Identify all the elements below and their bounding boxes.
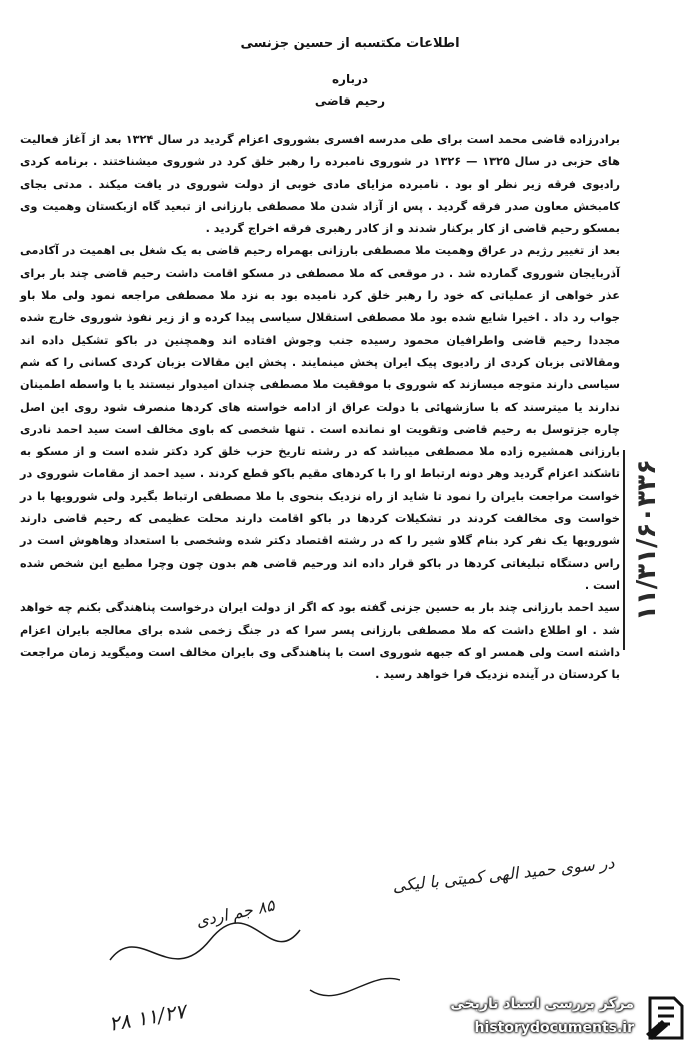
document-title: اطلاعات مکتسبه از حسین جزنسی — [240, 36, 460, 51]
margin-rule — [623, 450, 625, 650]
archive-watermark — [398, 990, 688, 1046]
archive-book-icon — [644, 994, 688, 1042]
subject-label: درباره — [331, 72, 369, 86]
handwritten-note: در سوی حمید الهی کمیتی با لیکی — [391, 853, 616, 896]
handwritten-date: ۲۸ ۱۱/۲۷ — [106, 998, 188, 1036]
body-paragraph: برادرزاده قاضی محمد است برای طی مدرسه افسری بشوروی اعزام گردید در سال ۱۳۲۴ بعد از آغاز فعالیت های حزبی در سال ۱۳۲۵ — ۱۳۲۶ در شوروی نامبرده را رهبر خلق کرد در شوروی میشناختند . برنامه کردی رادیوی فرقه زیر نظر او بود . نامبرده مزایای مادی خوبی از دولت شوروی در یافت میکند . مدتی بجای کامبخش معاون صدر فرقه گردید . پس از آزاد شدن ملا مصطفی بارزانی از تبعید گاه ازبکستان وهمیت وی بمسکو رحیم قاضی از کار برکنار شدند و از کادر رهبری فرقه اخراج گردید . — [20, 133, 620, 236]
watermark-title: مرکز بررسی اسناد تاریخی — [450, 996, 634, 1012]
handwritten-signature: ۸۵ جم اردی — [194, 895, 277, 931]
body-paragraph: بعد از تغییر رژیم در عراق وهمیت ملا مصطفی بارزانی بهمراه رحیم قاضی به یک شغل بی اهمیت در آکادمی آذربایجان شوروی گمارده شد . در موقعی که ملا مصطفی در مسکو اقامت داشت رحیم قاضی چند بار برای عذر خواهی از عملیاتی که خود را رهبر خلق کرد نامیده بود به نزد ملا مصطفی مراجعه نمود ولی ملا باو جواب رد داد . اخیرا شایع شده بود ملا مصطفی استقلال سیاسی پیدا کرده و از زیر نفوذ شوروی خارج شده مجددا رحیم قاضی واطرافیان محمود رسیده جنب وجوش افتاده اند وهمچنین در باکو تشکیل داده اند ومقالاتی بزبان کردی از رادیوی پیک ایران پخش مینمایند . پخش این مقالات بزبان کردی کسانی را که شم سیاسی دارند متوجه میسازند که شوروی با موفقیت ملا مصطفی چندان امیدوار نیستند یا با واسطه اطمینان ندارند یا میترسند که با سازشهائی با دولت عراق از ادامه خواسته های کردها منصرف شود روی این اصل چاره جزتوسل به رحیم قاضی وتقویت او نمانده است . تنها شخصی که باوی مخالف است سید احمد نادری بارزانی همشیره زاده ملا مصطفی میباشد که در رشته تاریخ حزب خلق کرد دکتر شده است و از مسکو به تاشکند اعزام گردید وهر دونه ارتباط او را با کردهای مقیم باکو قطع کردند . سید احمد از مقامات شوروی در خواست مراجعت بایران را نمود تا شاید از راه نزدیک بنحوی با ملا مصطفی ارتباط بگیرد ولی شورویها با در خواست وی مخالفت کردند در تشکیلات کردها در باکو اقامت دارند محلت عظیمی که رحیم قاضی دارند شورویها یک نفر کرد بنام گلاو شیر را که در رشته اقتصاد دکتر شده وشخصی با استعداد وهاهوش است در راس دستگاه تبلیغاتی کردها در باکو قرار داده اند ورحیم قاضی هم بدون چون وچرا مطیع این شخص شده است . — [20, 244, 620, 592]
body-paragraph: سید احمد بارزانی چند بار به حسین جزنی گفته بود که اگر از دولت ایران درخواست پناهندگی بکنم چه خواهد شد . او اطلاع داشت که ملا مصطفی بارزانی پسر سرا که در جنگ زخمی شده برای معالجه بایران اعزام داشته است ولی همسر او که جبهه شوروی است با پناهندگی وی بایران مخالف است ومیگوید زمان مراجعت با کردستان در آینده نزدیک فرا خواهد رسید . — [20, 601, 620, 682]
margin-file-number: ۱۱/۳۱/۶۰۳۳۶ — [632, 459, 662, 621]
subject-name: رحیم قاضی — [314, 94, 386, 108]
document-body — [20, 129, 620, 686]
watermark-url: historydocuments.ir — [474, 1020, 634, 1036]
